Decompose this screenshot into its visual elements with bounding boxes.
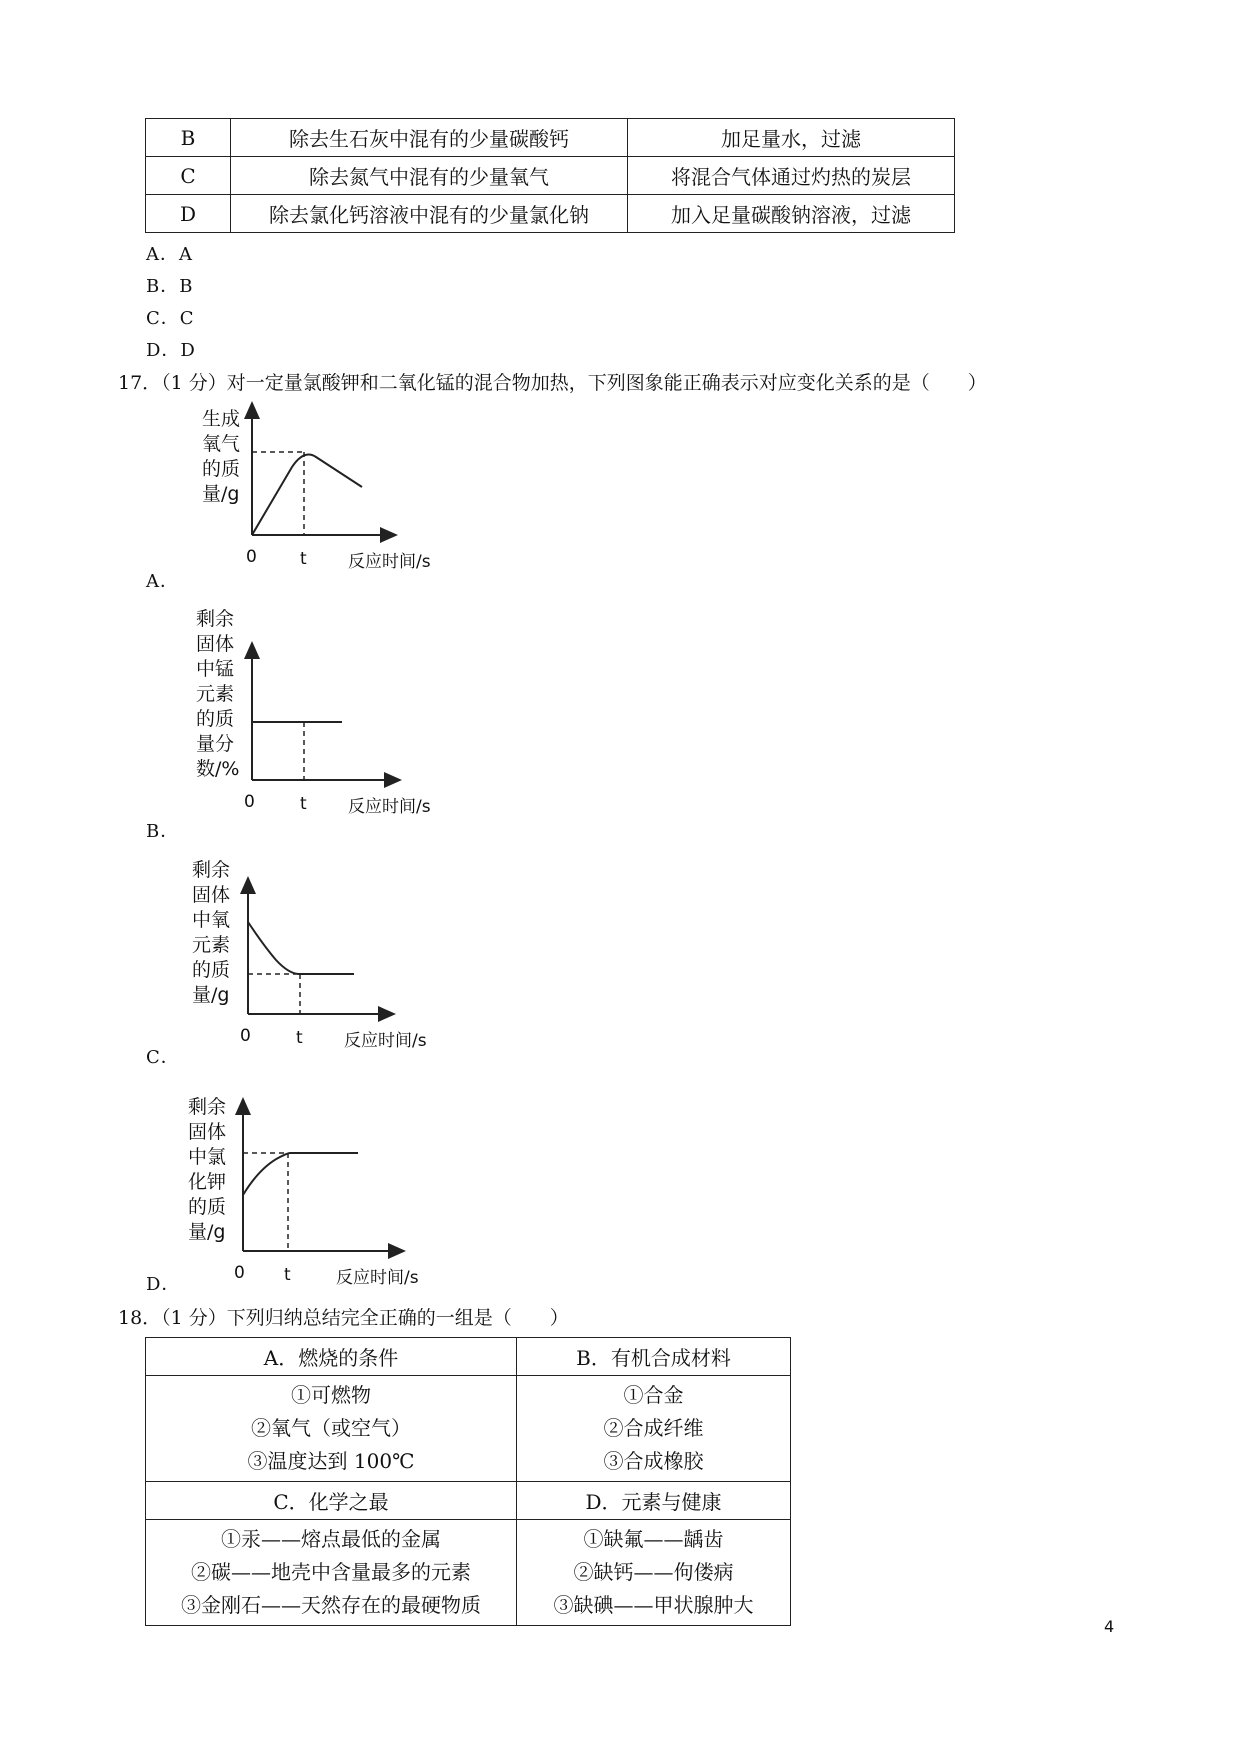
tick-label: t <box>300 794 307 814</box>
x-label: 反应时间/s <box>336 1268 419 1288</box>
cell-title-a: A．燃烧的条件 <box>146 1338 517 1376</box>
row-letter: C <box>146 157 231 195</box>
list-item: ①可燃物 <box>291 1383 371 1407</box>
row-purpose: 除去氯化钙溶液中混有的少量氯化钠 <box>231 195 628 233</box>
table-row <box>146 195 955 233</box>
table-row <box>146 1376 791 1482</box>
ylabel-line: 剩余 <box>188 1096 227 1118</box>
cell-title-b: B．有机合成材料 <box>517 1338 791 1376</box>
tick-label: t <box>300 549 307 569</box>
graph-d-plot <box>188 1095 448 1255</box>
ylabel-line: 量/g <box>188 1221 226 1243</box>
row-letter: D <box>146 195 231 233</box>
x-label: 反应时间/s <box>348 552 431 572</box>
graph-a-plot <box>200 405 460 545</box>
cell-items-a <box>146 1376 517 1482</box>
q16-option-d[interactable]: D．D <box>146 340 196 361</box>
ylabel-line: 剩余 <box>192 859 231 881</box>
row-purpose: 除去氮气中混有的少量氧气 <box>231 157 628 195</box>
list-item: ②氧气（或空气） <box>251 1416 411 1440</box>
ylabel-line: 量/g <box>192 984 230 1006</box>
table-row <box>146 1482 791 1520</box>
q17-option-b[interactable]: B． <box>146 821 180 842</box>
ylabel-line: 的质 <box>196 708 235 730</box>
row-method: 加入足量碳酸钠溶液，过滤 <box>628 195 955 233</box>
row-method: 加足量水，过滤 <box>628 119 955 157</box>
q17-option-c[interactable]: C． <box>146 1047 180 1068</box>
q17-stem: 17．（1 分）对一定量氯酸钾和二氧化锰的混合物加热，下列图象能正确表示对应变化关系的是（ ） <box>118 372 987 394</box>
ylabel-line: 中氯 <box>188 1146 227 1168</box>
list-item: ①汞——熔点最低的金属 <box>221 1527 441 1551</box>
cell-title-c: C．化学之最 <box>146 1482 517 1520</box>
ylabel-line: 固体 <box>188 1121 227 1143</box>
q16-option-a[interactable]: A．A <box>146 244 193 265</box>
ylabel-line: 的质 <box>192 959 231 981</box>
q18-table <box>145 1337 791 1626</box>
curve <box>248 922 354 974</box>
ylabel-line: 量分 <box>196 733 235 755</box>
q17-graph-d <box>188 1095 448 1288</box>
curve <box>243 1153 358 1195</box>
q17-option-d[interactable]: D． <box>146 1274 181 1295</box>
q18-stem: 18．（1 分）下列归纳总结完全正确的一组是（ ） <box>118 1307 569 1329</box>
page-number: 4 <box>1104 1617 1115 1636</box>
ylabel-line: 固体 <box>192 884 231 906</box>
q17-option-a[interactable]: A． <box>146 571 179 592</box>
table-row <box>146 1520 791 1626</box>
ylabel-line: 的质 <box>188 1196 227 1218</box>
list-item: ①缺氟——龋齿 <box>583 1527 724 1551</box>
tick-label: t <box>284 1265 291 1285</box>
table-row <box>146 1338 791 1376</box>
ylabel-line: 元素 <box>196 683 235 705</box>
ylabel-line: 生成 <box>202 408 241 430</box>
row-method: 将混合气体通过灼热的炭层 <box>628 157 955 195</box>
ylabel-line: 的质 <box>202 458 241 480</box>
ylabel-line: 中锰 <box>196 658 235 680</box>
list-item: ③温度达到 100℃ <box>247 1449 415 1473</box>
ylabel-line: 剩余 <box>196 608 235 630</box>
list-item: ③合成橡胶 <box>603 1449 704 1473</box>
q17-graph-c <box>192 858 452 1058</box>
table-row <box>146 119 955 157</box>
list-item: ③缺碘——甲状腺肿大 <box>553 1593 754 1617</box>
ylabel-line: 氧气 <box>202 433 241 455</box>
x-label: 反应时间/s <box>348 797 431 817</box>
row-purpose: 除去生石灰中混有的少量碳酸钙 <box>231 119 628 157</box>
ylabel-line: 固体 <box>196 633 235 655</box>
ylabel-line: 数/% <box>196 758 240 780</box>
cell-items-c <box>146 1520 517 1626</box>
curve <box>252 455 362 535</box>
q17-graph-a <box>200 405 460 575</box>
ylabel-line: 元素 <box>192 934 231 956</box>
list-item: ②合成纤维 <box>603 1416 704 1440</box>
list-item: ①合金 <box>623 1383 684 1407</box>
ylabel-line: 化钾 <box>188 1171 227 1193</box>
ylabel-line: 量/g <box>202 483 240 505</box>
list-item: ②碳——地壳中含量最多的元素 <box>191 1560 471 1584</box>
tick-label: t <box>296 1028 303 1048</box>
q16-option-c[interactable]: C．C <box>146 308 195 329</box>
list-item: ③金刚石——天然存在的最硬物质 <box>181 1593 481 1617</box>
cell-title-d: D．元素与健康 <box>517 1482 791 1520</box>
row-letter: B <box>146 119 231 157</box>
origin-label: 0 <box>234 1263 245 1283</box>
q16-option-b[interactable]: B．B <box>146 276 194 297</box>
q17-graph-b <box>196 607 456 817</box>
cell-items-b <box>517 1376 791 1482</box>
list-item: ②缺钙——佝偻病 <box>573 1560 734 1584</box>
q16-table <box>145 118 955 233</box>
x-label: 反应时间/s <box>344 1031 427 1051</box>
graph-b-plot <box>196 607 456 787</box>
graph-c-plot <box>192 858 452 1018</box>
cell-items-d <box>517 1520 791 1626</box>
origin-label: 0 <box>240 1026 251 1046</box>
origin-label: 0 <box>244 792 255 812</box>
origin-label: 0 <box>246 547 257 567</box>
table-row <box>146 157 955 195</box>
ylabel-line: 中氧 <box>192 909 231 931</box>
